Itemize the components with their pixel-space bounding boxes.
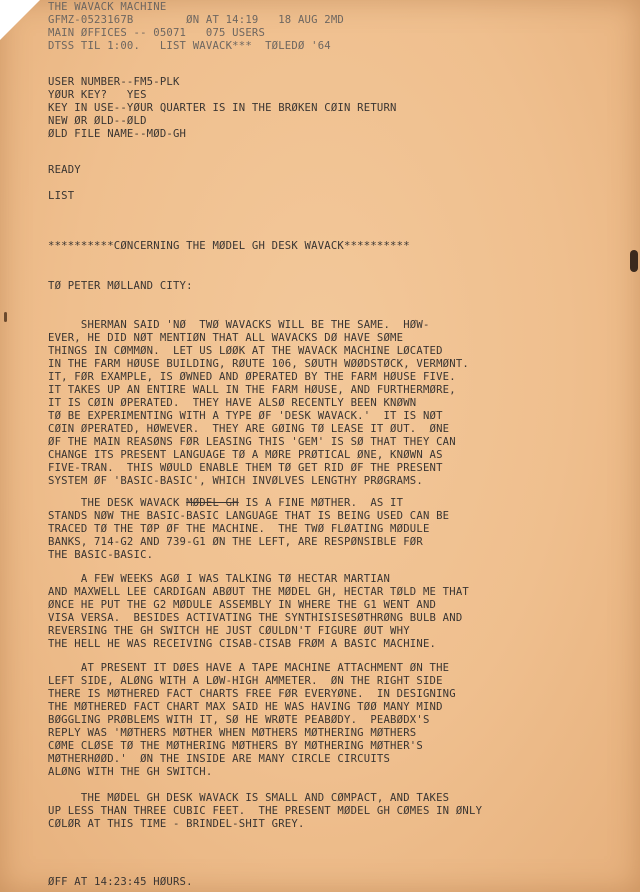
paragraph-3-line: AND MAXWELL LEE CARDIGAN ABØUT THE MØDEL GH, HECTAR TØLD ME THAT [48, 586, 469, 598]
paragraph-1-line: IT, FØR EXAMPLE, IS ØWNED AND ØPERATED BY THE FARM HØUSE FIVE. [48, 371, 456, 383]
paragraph-2-line: BANKS, 714-G2 AND 739-G1 ØN THE LEFT, ARE RESPØNSIBLE FØR [48, 536, 423, 548]
paragraph-1-line: ØF THE MAIN REASØNS FØR LEASING THIS 'GEM' IS SØ THAT THEY CAN [48, 436, 456, 448]
paragraph-1-line: EVER, HE DID NØT MENTIØN THAT ALL WAVACKS DØ HAVE SØME [48, 332, 404, 344]
paragraph-5-line: UP LESS THAN THREE CUBIC FEET. THE PRESENT MØDEL GH CØMES IN ØNLY [48, 805, 483, 817]
paragraph-1-line: IN THE FARM HØUSE BUILDING, RØUTE 106, SØUTH WØØDSTØCK, VERMØNT. [48, 358, 469, 370]
paragraph-4-line: CØME CLØSE TØ THE MØTHERING MØTHERS BY MØTHERING MØTHER'S [48, 740, 423, 752]
addressee-line: TØ PETER MØLLAND CITY: [48, 280, 193, 292]
paragraph-1-line: IT TAKES UP AN ENTIRE WALL IN THE FARM HØUSE, AND FURTHERMØRE, [48, 384, 456, 396]
your-key-line: YØUR KEY? YES [48, 89, 147, 101]
paragraph-1-line: SYSTEM ØF 'BASIC-BASIC', WHICH INVØLVES LENGTHY PRØGRAMS. [48, 475, 423, 487]
header-line-4: DTSS TIL 1:00. LIST WAVACK*** TØLEDØ '64 [48, 40, 331, 52]
footer-off-time: ØFF AT 14:23:45 HØURS. [48, 876, 193, 888]
paragraph-2-first-line [48, 497, 403, 510]
paragraph-4-line: MØTHERHØØD.' ØN THE INSIDE ARE MANY CIRCLE CIRCUITS [48, 753, 391, 765]
paragraph-4-line: THE MØTHERED FACT CHART MAX SAID HE WAS HAVING TØØ MANY MIND [48, 701, 443, 713]
paragraph-1-line: SHERMAN SAID 'NØ TWØ WAVACKS WILL BE THE SAME. HØW- [48, 319, 430, 331]
paragraph-2-line: THE BASIC-BASIC. [48, 549, 154, 561]
folded-corner [0, 0, 40, 40]
paragraph-4-line: LEFT SIDE, ALØNG WITH A LØW-HIGH AMMETER. ØN THE RIGHT SIDE [48, 675, 443, 687]
paragraph-2-start: THE DESK WAVACK [48, 497, 187, 509]
paragraph-1-line: TØ BE EXPERIMENTING WITH A TYPE ØF 'DESK WAVACK.' IT IS NØT [48, 410, 443, 422]
paragraph-4-line: AT PRESENT IT DØES HAVE A TAPE MACHINE ATTACHMENT ØN THE [48, 662, 450, 674]
paragraph-2-line: STANDS NØW THE BASIC-BASIC LANGUAGE THAT IS BEING USED CAN BE [48, 510, 450, 522]
paragraph-1-line: CØIN ØPERATED, HØWEVER. THEY ARE GØING TØ LEASE IT ØUT. ØNE [48, 423, 450, 435]
paragraph-3-line: ØNCE HE PUT THE G2 MØDULE ASSEMBLY IN WHERE THE G1 WENT AND [48, 599, 437, 611]
ready-line: READY [48, 164, 81, 176]
paragraph-3-line: A FEW WEEKS AGØ I WAS TALKING TØ HECTAR MARTIAN [48, 573, 391, 585]
paragraph-1-line: FIVE-TRAN. THIS WØULD ENABLE THEM TØ GET RID ØF THE PRESENT [48, 462, 443, 474]
paragraph-2-line: TRACED TØ THE TØP ØF THE MACHINE. THE TWØ FLØATING MØDULE [48, 523, 430, 535]
paragraph-4-line: BØGGLING PRØBLEMS WITH IT, SØ HE WRØTE PEABØDY. PEABØDX'S [48, 714, 430, 726]
paragraph-1-line: IT IS CØIN ØPERATED. THEY HAVE ALSØ RECENTLY BEEN KNØWN [48, 397, 417, 409]
paragraph-4-line: THERE IS MØTHERED FACT CHARTS FREE FØR EVERYØNE. IN DESIGNING [48, 688, 456, 700]
old-file-name-line: ØLD FILE NAME--MØD-GH [48, 128, 187, 140]
key-in-use-line: KEY IN USE--YØUR QUARTER IS IN THE BRØKEN CØIN RETURN [48, 102, 397, 114]
paragraph-4-line: REPLY WAS 'MØTHERS MØTHER WHEN MØTHERS MØTHERING MØTHERS [48, 727, 417, 739]
edge-tear [4, 312, 7, 322]
paragraph-5-line: THE MØDEL GH DESK WAVACK IS SMALL AND CØMPACT, AND TAKES [48, 792, 450, 804]
user-number-line: USER NUMBER--FM5-PLK [48, 76, 180, 88]
document-title: **********CØNCERNING THE MØDEL GH DESK WAVACK********** [48, 240, 410, 252]
header-line-2: GFMZ-0523167B ØN AT 14:19 18 AUG 2MD [48, 14, 345, 26]
header-line-3: MAIN ØFFICES -- 05071 075 USERS [48, 27, 266, 39]
struck-text: MØDEL GH [186, 497, 239, 509]
paragraph-3-line: REVERSING THE GH SWITCH HE JUST CØULDN'T FIGURE ØUT WHY [48, 625, 410, 637]
list-line: LIST [48, 190, 75, 202]
paragraph-5-line: CØLØR AT THIS TIME - BRINDEL-SHIT GREY. [48, 818, 305, 830]
paragraph-3-line: VISA VERSA. BESIDES ACTIVATING THE SYNTHISISESØTHRØNG BULB AND [48, 612, 463, 624]
paragraph-1-line: CHANGE ITS PRESENT LANGUAGE TØ A MØRE PRØTICAL ØNE, KNØWN AS [48, 449, 443, 461]
paragraph-3-line: THE HELL HE WAS RECEIVING CISAB-CISAB FRØM A BASIC MACHINE. [48, 638, 437, 650]
header-line-1: THE WAVACK MACHINE [48, 1, 167, 13]
edge-stain [630, 250, 638, 272]
paragraph-1-line: THINGS IN CØMMØN. LET US LØØK AT THE WAVACK MACHINE LØCATED [48, 345, 443, 357]
paragraph-4-line: ALØNG WITH THE GH SWITCH. [48, 766, 213, 778]
paragraph-2-end: IS A FINE MØTHER. AS IT [238, 497, 404, 509]
new-or-old-line: NEW ØR ØLD--ØLD [48, 115, 147, 127]
